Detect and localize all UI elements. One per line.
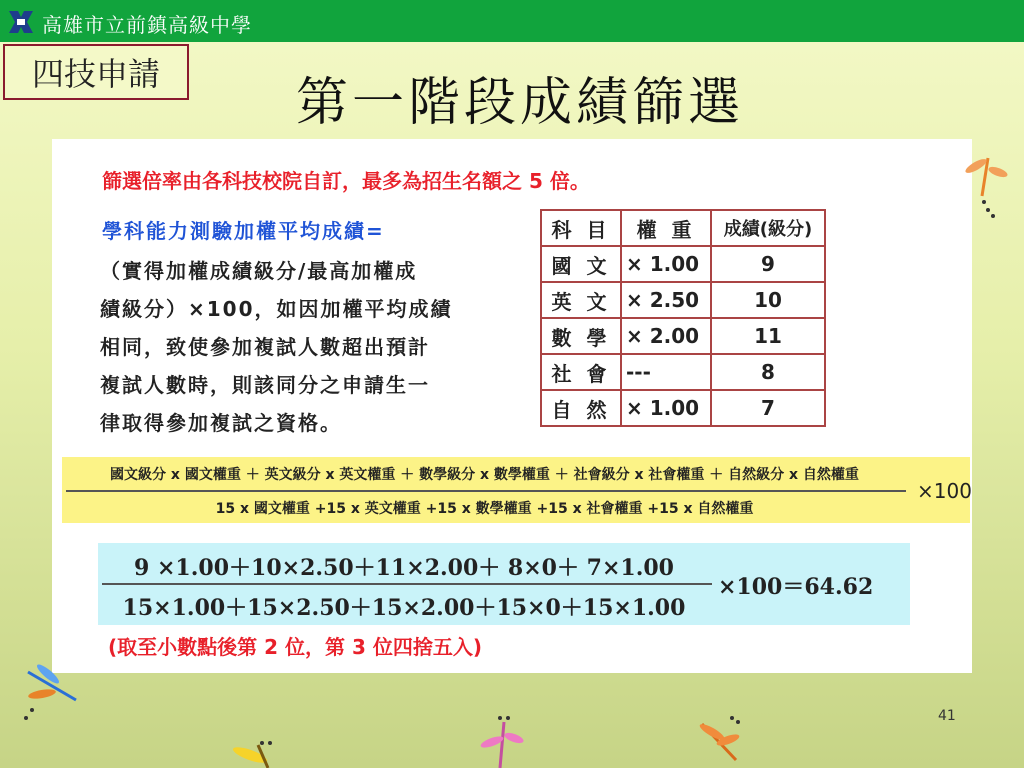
example-result: ×100＝64.62 [718, 574, 874, 600]
intro-text: 篩選倍率由各科技校院自訂，最多為招生名額之 5 倍。 [102, 169, 590, 193]
dragonfly-icon [228, 735, 288, 768]
example-denominator: 15×1.00＋15×2.50＋15×2.00＋15×0＋15×1.00 [122, 595, 686, 621]
weight-cell: --- [621, 354, 711, 390]
paragraph-line: 複試人數時，則該同分之申請生一 [100, 373, 430, 397]
general-multiplier: ×100 [917, 479, 972, 503]
example-calculation-box [98, 543, 910, 625]
general-denominator: 15 x 國文權重 +15 x 英文權重 +15 x 數學權重 +15 x 社會權重 +15 x 自然權重 [215, 501, 754, 517]
dragonfly-icon [18, 660, 88, 725]
table-row [541, 318, 825, 354]
page-number: 41 [938, 708, 956, 724]
score-cell: 10 [711, 282, 825, 318]
dragonfly-icon [960, 150, 1010, 220]
school-name: 高雄市立前鎮高級中學 [42, 13, 252, 37]
subject-cell: 社 會 [541, 354, 621, 390]
subject-cell: 英 文 [541, 282, 621, 318]
topic-badge: 四技申請 [3, 44, 189, 100]
fraction-bar [66, 490, 906, 492]
general-numerator: 國文級分 x 國文權重 ＋ 英文級分 x 英文權重 ＋ 數學級分 x 數學權重 ＋ 社會級分 x 社會權重 ＋ 自然級分 x 自然權重 [110, 467, 859, 483]
subject-cell: 數 學 [541, 318, 621, 354]
header-bar [0, 0, 1024, 42]
score-cell: 11 [711, 318, 825, 354]
score-cell: 8 [711, 354, 825, 390]
table-header-row [541, 210, 825, 246]
weight-cell: × 2.00 [621, 318, 711, 354]
paragraph-line: 績級分）×100，如因加權平均成績 [100, 297, 453, 321]
example-numerator: 9 ×1.00＋10×2.50＋11×2.00＋ 8×0＋ 7×1.00 [134, 555, 674, 581]
general-formula-box [62, 457, 970, 523]
header-weight: 權 重 [621, 210, 711, 246]
formula-heading: 學科能力測驗加權平均成績= [102, 219, 385, 243]
weight-cell: × 1.00 [621, 246, 711, 282]
table-row [541, 390, 825, 426]
paragraph-line: （實得加權成績級分/最高加權成 [100, 259, 418, 283]
header-subject: 科 目 [541, 210, 621, 246]
table-row [541, 354, 825, 390]
weight-table [540, 209, 826, 427]
fraction-bar [102, 583, 712, 585]
header-score: 成績(級分) [711, 210, 825, 246]
weight-cell: × 2.50 [621, 282, 711, 318]
slide-title: 第一階段成績篩選 [295, 73, 744, 133]
dragonfly-icon [478, 712, 528, 768]
weight-cell: × 1.00 [621, 390, 711, 426]
content-panel [52, 139, 972, 673]
table-row [541, 246, 825, 282]
dragonfly-icon [690, 710, 750, 768]
paragraph-line: 律取得參加複試之資格。 [100, 411, 342, 435]
school-logo-icon [6, 7, 36, 37]
score-cell: 7 [711, 390, 825, 426]
paragraph-line: 相同，致使參加複試人數超出預計 [100, 335, 430, 359]
score-cell: 9 [711, 246, 825, 282]
subject-cell: 自 然 [541, 390, 621, 426]
table-row [541, 282, 825, 318]
rounding-note: (取至小數點後第 2 位，第 3 位四捨五入) [108, 635, 482, 659]
subject-cell: 國 文 [541, 246, 621, 282]
